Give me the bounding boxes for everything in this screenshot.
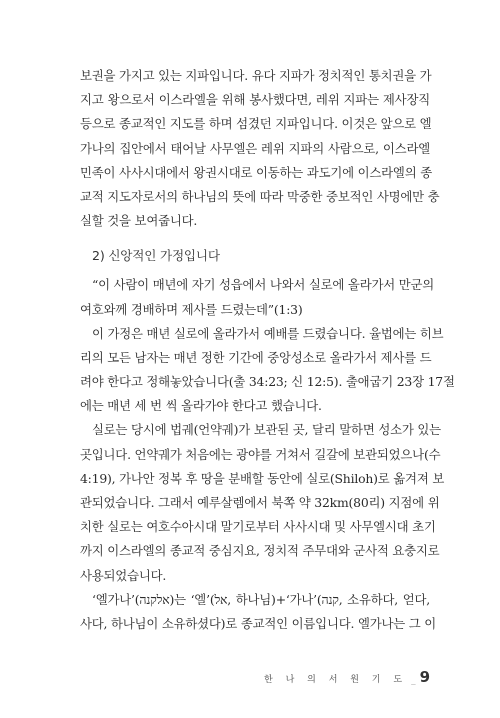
quote-line: 여호와께 경배하며 제사를 드렸는데”(1:3)	[80, 301, 303, 317]
text-line: 사용되었습니다.	[80, 567, 167, 583]
text-line: 지고 왕으로서 이스라엘을 위해 봉사했다면, 레위 지파는 제사장직	[80, 92, 430, 108]
text-line: 등으로 종교적인 지도를 하며 섬겼던 지파입니다. 이것은 앞으로 엘	[80, 116, 432, 132]
text-line: 보권을 가지고 있는 지파입니다. 유다 지파가 정치적인 통치권을 가	[80, 68, 432, 83]
text-line: 4:19), 가나안 정복 후 땅을 분배할 동안에 실로(Shiloh)로 옮겨져 보	[80, 470, 445, 486]
page-footer	[264, 668, 430, 686]
text-line: 실로는 당시에 법궤(언약궤)가 보관된 곳, 달리 말하면 성소가 있는	[92, 422, 441, 438]
body-text	[80, 64, 455, 636]
text-line: 까지 이스라엘의 종교적 중심지요, 정치적 주무대와 군사적 요충지로	[80, 543, 440, 559]
scripture-quote	[80, 273, 435, 321]
text-line: 실할 것을 보여줍니다.	[80, 213, 198, 229]
text-line: 려야 한다고 정해놓았습니다(출 34:23; 신 12:5). 출애굽기 23장 17절	[80, 374, 455, 390]
text-line: 이 가정은 매년 실로에 올라가서 예배를 드렸습니다. 율법에는 히브	[92, 325, 444, 341]
text-line: 관되었습니다. 그래서 예루살렘에서 북쪽 약 32km(80리) 지점에 위	[80, 495, 440, 510]
text-line: 민족이 사사시대에서 왕권시대로 이동하는 과도기에 이스라엘의 종	[80, 164, 432, 180]
footer-separator: _	[411, 675, 416, 685]
text-line: 교적 지도자로서의 하나님의 뜻에 따라 막중한 중보적인 사명에만 충	[80, 188, 440, 204]
text-line: 곳입니다. 언약궤가 처음에는 광야를 거쳐서 길갈에 보관되었으나(수	[80, 446, 441, 462]
text-line: 치한 실로는 여호수아시대 말기로부터 사사시대 및 사무엘시대 초기	[80, 519, 436, 535]
quote-line: “이 사람이 매년에 자기 성읍에서 나와서 실로에 올라가서 만군의	[92, 277, 435, 293]
text-line: 사다, 하나님이 소유하셨다)로 종교적인 이름입니다. 엘가나는 그 이	[80, 615, 437, 631]
text-line: 리의 모든 남자는 매년 정한 기간에 중앙성소로 올라가서 제사를 드	[80, 349, 432, 365]
paragraph-levi-tribe	[80, 64, 440, 233]
text-line: ‘엘가나’(אלקנה)는 ‘엘’(אל, 하나님)+‘가나’(קנה, 소유하다, 얻다,	[92, 591, 430, 607]
text-line: 가나의 집안에서 태어날 사무엘은 레위 지파의 사람으로, 이스라엘	[80, 140, 430, 156]
page-number: 9	[419, 668, 430, 686]
paragraph-annual-worship	[80, 322, 455, 419]
running-footer-title: 한 나 의 서 원 기 도	[264, 675, 408, 685]
text-line: 에는 매년 세 번 씩 올라가야 한다고 했습니다.	[80, 398, 322, 414]
paragraph-elkanah-name	[80, 588, 437, 636]
paragraph-shiloh	[80, 418, 445, 587]
section-heading: 2) 신앙적인 가정입니다	[92, 248, 220, 264]
